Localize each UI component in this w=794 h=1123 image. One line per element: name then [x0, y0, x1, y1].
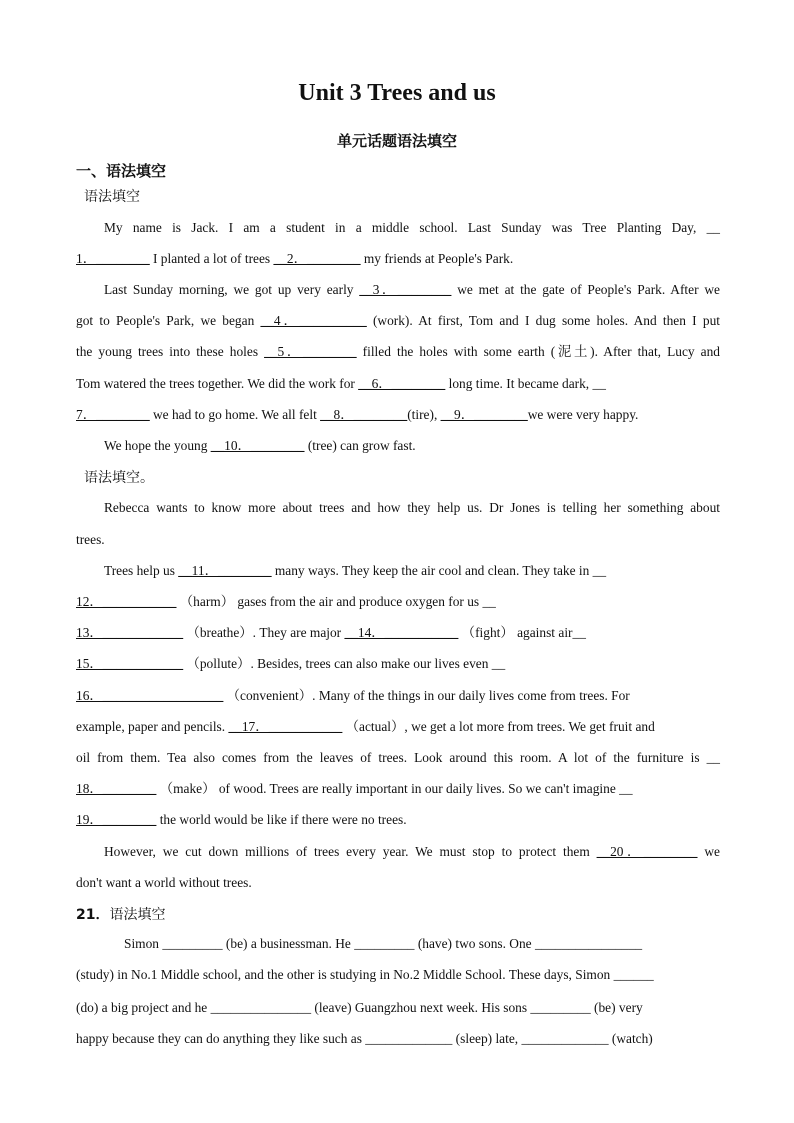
blank-5[interactable]: __5．________ [264, 344, 357, 359]
blank-4[interactable]: __4．__________ [260, 313, 367, 328]
passage1-line-3: Last Sunday morning, we got up very early __3．________ we met at the gate of People's Park. After we [104, 282, 720, 297]
page-title: Unit 3 Trees and us [298, 80, 496, 106]
blank-19[interactable]: 19．________ [76, 812, 157, 827]
passage1-line-6: Tom watered the trees together. We did the work for __6．________ long time. It became dark, __ [76, 376, 606, 391]
passage2-line-4: 12．___________ （harm） gases from the air and produce oxygen for us __ [76, 594, 496, 609]
passage2-line-1: Rebecca wants to know more about trees and how they help us. Dr Jones is telling her something about [104, 500, 720, 515]
blank-3[interactable]: __3．________ [359, 282, 452, 297]
passage2-line-12: However, we cut down millions of trees every year. We must stop to protect them __20．________ we [104, 844, 721, 859]
blank-16[interactable]: 16．__________________ [76, 688, 224, 703]
passage1-heading: 语法填空 [84, 189, 140, 205]
blank-11[interactable]: __11．________ [178, 563, 272, 578]
passage2-line-8: example, paper and pencils. __17．___________ （actual）, we get a lot more from trees. We get fruit and [76, 719, 655, 734]
q21-line-2: (study) in No.1 Middle school, and the other is studying in No.2 Middle School. These days, Simon ______ [76, 967, 654, 982]
passage1-line-2: 1．________ I planted a lot of trees __2．________ my friends at People's Park. [76, 251, 514, 266]
question-number: 21． [76, 907, 110, 923]
blank-2[interactable]: __2．________ [273, 251, 361, 266]
passage2-line-5: 13．____________ （breathe）. They are major __14．___________ （fight） against air__ [76, 625, 586, 640]
passage1-line-4: got to People's Park, we began __4．__________ (work). At first, Tom and I dug some holes. And then I put [76, 313, 720, 328]
q21-line-3: (do) a big project and he _______________ (leave) Guangzhou next week. His sons _________ (be) very [76, 1000, 643, 1015]
passage2-line-6: 15．____________ （pollute）. Besides, trees can also make our lives even __ [76, 656, 506, 671]
passage2-line-2: trees. [76, 532, 105, 547]
q21-line-1: Simon _________ (be) a businessman. He _________ (have) two sons. One ________________ [124, 936, 643, 951]
section-heading: 一、语法填空 [76, 162, 167, 180]
blank-9[interactable]: __9．________ [440, 407, 528, 422]
blank-20[interactable]: __20．________ [596, 844, 698, 859]
blank-15[interactable]: 15．____________ [76, 656, 184, 671]
blank-17[interactable]: __17．___________ [228, 719, 343, 734]
passage2-line-10: 18．________ （make） of wood. Trees are really important in our daily lives. So we can't imagine __ [76, 781, 633, 796]
blank-6[interactable]: __6．________ [358, 376, 446, 391]
blank-8[interactable]: __8．________ [320, 407, 408, 422]
passage2-line-9: oil from them. Tea also comes from the leaves of trees. Look around this room. A lot of the furniture is __ [76, 750, 720, 765]
passage2-line-7: 16．__________________ （convenient）. Many of the things in our daily lives come from trees. For [76, 688, 630, 703]
blank-10[interactable]: __10．________ [210, 438, 305, 453]
passage1-line-8: We hope the young __10．________ (tree) can grow fast. [104, 438, 416, 453]
blank-1[interactable]: 1．________ [76, 251, 150, 266]
q21-line-4: happy because they can do anything they like such as _____________ (sleep) late, _____________ (watch) [76, 1031, 653, 1046]
question-21-heading: 21．语法填空 [76, 907, 166, 923]
passage1-line-5: the young trees into these holes __5．________ filled the holes with some earth (泥土). After that, Lucy and [76, 344, 720, 359]
passage2-line-13: don't want a world without trees. [76, 875, 252, 890]
blank-13[interactable]: 13．____________ [76, 625, 184, 640]
blank-18[interactable]: 18．________ [76, 781, 157, 796]
passage2-line-11: 19．________ the world would be like if there were no trees. [76, 812, 407, 827]
passage1-line-1: My name is Jack. I am a student in a middle school. Last Sunday was Tree Planting Day, __ [104, 220, 720, 235]
blank-12[interactable]: 12．___________ [76, 594, 177, 609]
passage2-heading: 语法填空。 [84, 470, 154, 486]
passage2-line-3: Trees help us __11．________ many ways. They keep the air cool and clean. They take in __ [104, 563, 607, 578]
passage1-line-7: 7．________ we had to go home. We all felt __8．________(tire), __9．________we were very happy. [76, 407, 639, 422]
page-subtitle: 单元话题语法填空 [336, 132, 457, 150]
blank-14[interactable]: __14．___________ [344, 625, 459, 640]
blank-7[interactable]: 7．________ [76, 407, 150, 422]
